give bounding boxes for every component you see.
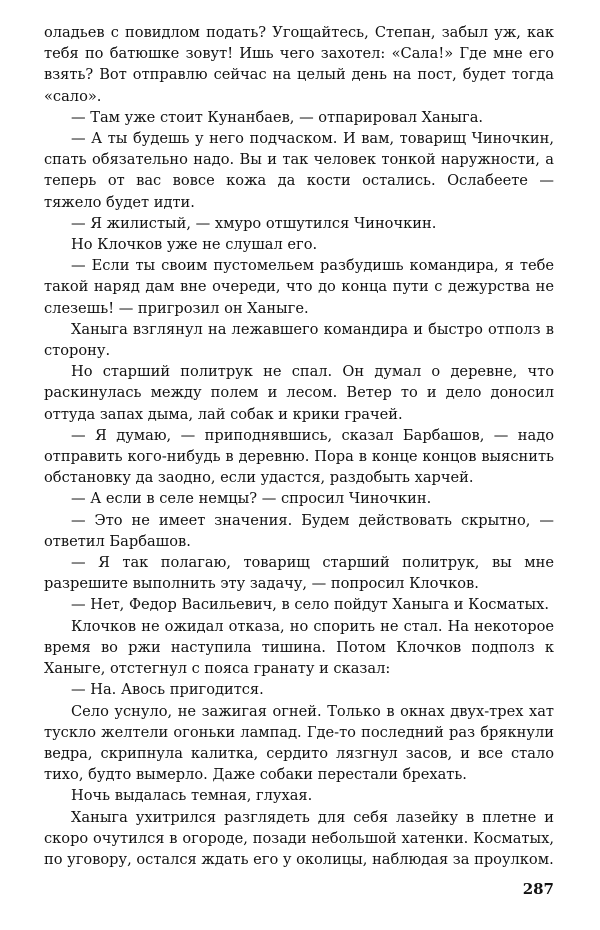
paragraph: Клочков не ожидал отказа, но спорить не стал. На некоторое время во ржи наступила тишина. Потом Клочков подполз к Ханыге, отстегнул с пояса гранату и сказал: [44,617,554,678]
paragraph: — А если в селе немцы? — спросил Чиночкин. [71,490,432,508]
paragraph: — Я так полагаю, товарищ старший политрук, вы мне разрешите выполнить эту задачу, — попросил Клочков. [44,554,554,593]
paragraph: Ханыга ухитрился разглядеть для себя лазейку в плетне и скоро очутился в огороде, позади небольшой хатенки. Косматых, по уговору, остался ждать его у околицы, наблюдая за проулком. [44,808,554,868]
paragraph: — Там уже стоит Кунанбаев, — отпарировал Ханыга. [71,108,484,126]
paragraph: Ханыга взглянул на лежавшего командира и быстро отполз в сторону. [44,320,554,360]
paragraph: оладьев с повидлом подать? Угощайтесь, Степан, забыл уж, как тебя по батюшке зовут! Ишь чего захотел: «Сала!» Где мне его взять? Вот отправлю сейчас на целый день на пост, будет тогда «сало». [44,24,554,105]
page-number: 287 [522,880,554,898]
paragraph: Но старший политрук не спал. Он думал о деревне, что раскинулась между полем и лесом. Ветер то и дело доносил оттуда запах дыма, лай собак и крики грачей. [44,363,554,423]
paragraph: Но Клочков уже не слушал его. [71,236,318,254]
paragraph: — Это не имеет значения. Будем действовать скрытно, — ответил Барбашов. [44,511,554,550]
paragraph: — А ты будешь у него подчаском. И вам, товарищ Чиночкин, спать обязательно надо. Вы и так человек тонкой наружности, а теперь от вас вовсе кожа да кости остались. Ослабеете — тяжело будет идти. [44,130,554,211]
paragraph: Село уснуло, не зажигая огней. Только в окнах двух-трех хат тускло желтели огоньки лампад. Где-то последний раз брякнули ведра, скрипнула калитка, сердито лязгнул засов, и все стало тихо, будто вымерло. Даже собаки перестали брехать. [44,702,554,784]
paragraph: — Если ты своим пустомельем разбудишь командира, я тебе такой наряд дам вне очереди, что до конца пути с дежурства не слезешь! — пригрозил он Ханыге. [44,257,554,317]
paragraph: — Я думаю, — приподнявшись, сказал Барбашов, — надо отправить кого-нибудь в деревню. Пора в конце концов выяснить обстановку да заодно, если удастся, раздобыть харчей. [44,426,554,487]
paragraph: — Я жилистый, — хмуро отшутился Чиночкин. [71,214,437,232]
body-text [44,22,554,870]
paragraph: — На. Авось пригодится. [71,681,264,699]
paragraph: — Нет, Федор Васильевич, в село пойдут Ханыга и Косматых. [71,596,550,614]
paragraph: Ночь выдалась темная, глухая. [71,787,313,805]
